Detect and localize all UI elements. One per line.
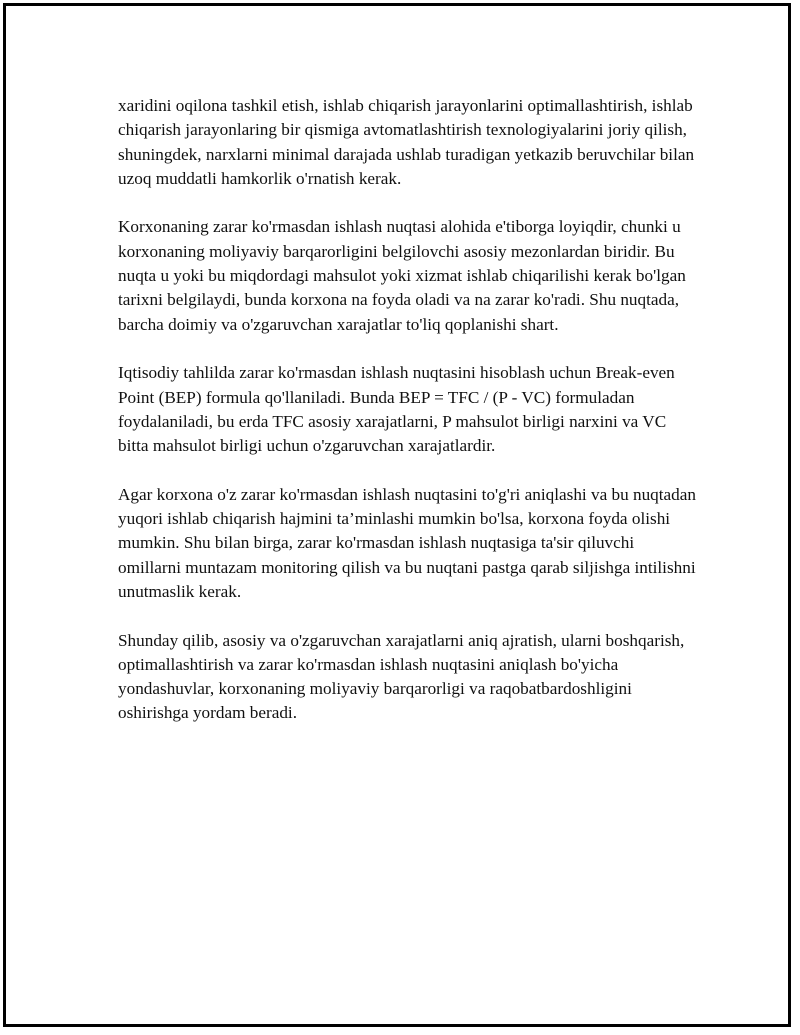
paragraph-3: Iqtisodiy tahlilda zarar ko'rmasdan ishlash nuqtasini hisoblash uchun Break-even Point (BEP) formula qo'llaniladi. Bunda BEP = TFC / (P - VC) formuladan foydalaniladi, bu erda TFC asosiy xarajatlarni, P mahsulot birligi narxini va VC bitta mahsulot birligi uchun o'zgaruvchan xarajatlardir. bbox=[118, 363, 675, 456]
paragraph-2: Korxonaning zarar ko'rmasdan ishlash nuqtasi alohida e'tiborga loyiqdir, chunki u korxonaning moliyaviy barqarorligini belgilovchi asosiy mezonlardan biridir. Bu nuqta u yoki bu miqdordagi mahsulot yoki xizmat ishlab chiqarilishi kerak bo'lgan tarixni belgilaydi, bunda korxona na foyda oladi va na zarar ko'radi. Shu nuqtada, barcha doimiy va o'zgaruvchan xarajatlar to'liq qoplanishi shart. bbox=[118, 217, 686, 334]
paragraph-5: Shunday qilib, asosiy va o'zgaruvchan xarajatlarni aniq ajratish, ularni boshqarish, optimallashtirish va zarar ko'rmasdan ishlash nuqtasini aniqlash bo'yicha yondashuvlar, korxonaning moliyaviy barqarorligi va raqobatbardoshligini oshirishga yordam beradi. bbox=[118, 630, 685, 723]
document-body bbox=[118, 94, 698, 750]
paragraph-1: xaridini oqilona tashkil etish, ishlab chiqarish jarayonlarini optimallashtirish, ishlab chiqarish jarayonlaring bir qismiga avtomatlashtirish texnologiyalarini joriy qilish, shuningdek, narxlarni minimal darajada ushlab turadigan yetkazib beruvchilar bilan uzoq muddatli hamkorlik o'rnatish kerak. bbox=[118, 96, 695, 188]
paragraph-4: Agar korxona o'z zarar ko'rmasdan ishlash nuqtasini to'g'ri aniqlashi va bu nuqtadan yuqori ishlab chiqarish hajmini ta’minlashi mumkin bo'lsa, korxona foyda olishi mumkin. Shu bilan birga, zarar ko'rmasdan ishlash nuqtasiga ta'sir qiluvchi omillarni muntazam monitoring qilish va bu nuqtani pastga qarab siljishga intilishni unutmaslik kerak. bbox=[118, 484, 696, 601]
